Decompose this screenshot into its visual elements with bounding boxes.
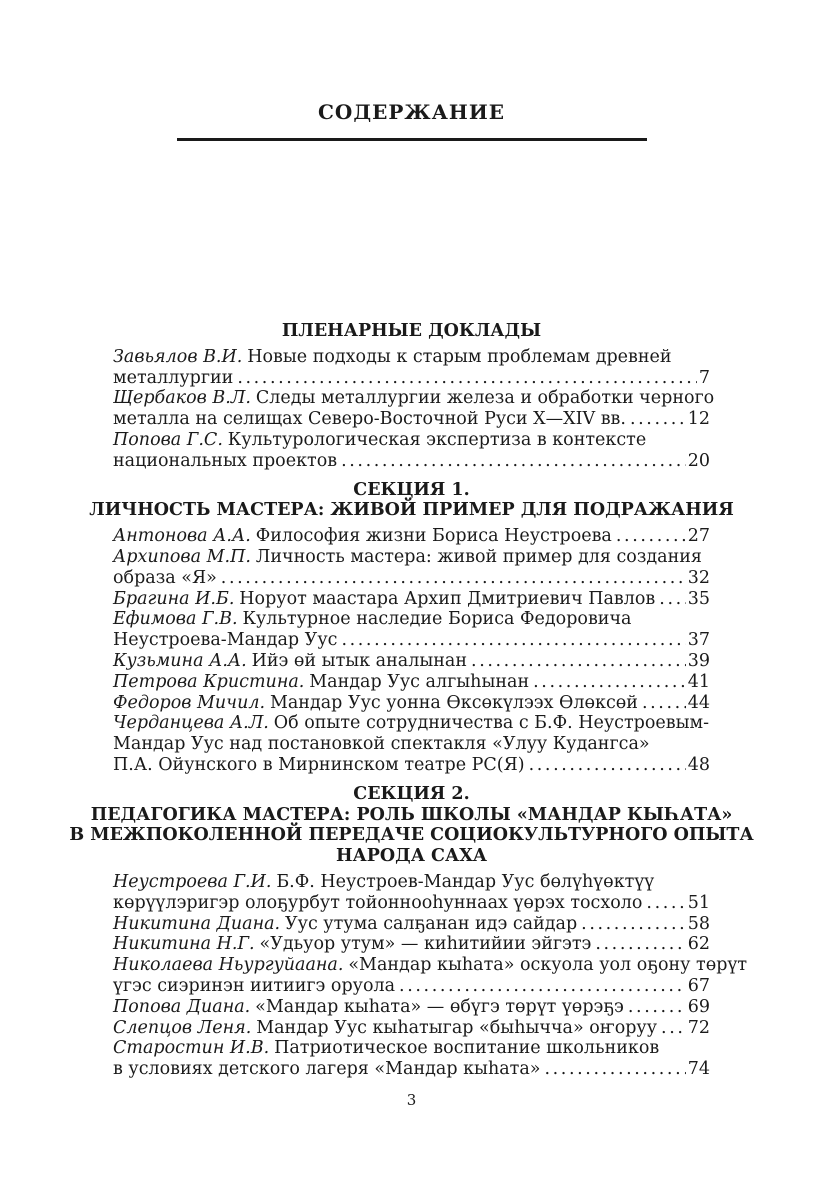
entry-author: Николаева Ньургуйаана. — [113, 955, 344, 976]
entry-page-number: 39 — [687, 650, 710, 671]
leader-dots — [237, 368, 697, 389]
toc-entry-line — [113, 609, 710, 630]
entry-page-number: 12 — [687, 409, 710, 430]
toc-entry-line — [113, 1059, 710, 1080]
section-heading-line: В МЕЖПОКОЛЕННОЙ ПЕРЕДАЧЕ СОЦИОКУЛЬТУРНОГО ОПЫТА — [69, 825, 754, 846]
toc-entry-line — [113, 630, 710, 651]
toc-entry-line — [113, 872, 710, 893]
leader-dots — [341, 451, 686, 472]
entry-title-text: Мандар Уус над постановкой спектакля «Улуу Кудангса» — [113, 734, 650, 755]
entry-title-text: үгэс сиэринэн иитиигэ оруола — [113, 975, 396, 996]
toc-entry-line — [113, 997, 710, 1018]
entry-page-number: 74 — [687, 1059, 710, 1080]
leader-dots — [581, 914, 686, 935]
entry-author: Черданцева А.Л. — [113, 713, 269, 734]
entry-title-text: көрүүлэригэр олоҕурбут тойоннооһуннаах үөрэх тосхоло — [113, 892, 643, 913]
entry-page-number: 69 — [687, 996, 710, 1017]
toc-entry-line — [113, 955, 748, 976]
toc-entry — [113, 955, 748, 997]
toc-entry-line — [113, 893, 710, 914]
toc-entry — [113, 388, 715, 430]
toc-entry-line — [113, 451, 710, 472]
toc-entry-line — [113, 976, 710, 997]
entry-author: Кузьмина А.А. — [113, 650, 247, 671]
entry-author: Никитина Диана. — [113, 913, 281, 934]
toc-entry-line — [113, 651, 710, 672]
entry-title-text: Мандар Уус кыһатыгар «быһычча» оҥоруу — [256, 1017, 658, 1038]
leader-dots — [659, 589, 685, 610]
entry-page-number: 62 — [687, 934, 710, 955]
section-heading — [113, 321, 710, 342]
toc-entry-line — [113, 934, 710, 955]
entry-title-text: «Мандар кыһата» — өбүгэ төрүт үөрэҕэ — [255, 996, 624, 1017]
toc-entry-line — [113, 430, 710, 451]
toc-entry — [113, 672, 710, 693]
folio-page-number: 3 — [406, 1091, 417, 1109]
section-heading-line: ПЕДАГОГИКА МАСТЕРА: РОЛЬ ШКОЛЫ «МАНДАР КЫҺАТА» — [90, 804, 733, 825]
toc-entry-line — [113, 1038, 710, 1059]
toc-entry — [113, 713, 710, 775]
entry-author: Петрова Кристина. — [113, 671, 305, 692]
toc-entry — [113, 934, 710, 955]
toc — [69, 321, 754, 1080]
toc-entry-line — [113, 547, 710, 568]
toc-entry-line — [113, 368, 710, 389]
toc-entry-line — [113, 347, 710, 368]
entry-author: Слепцов Леня. — [113, 1017, 252, 1038]
toc-entry-line — [113, 568, 710, 589]
title-divider-rule — [177, 138, 647, 141]
entry-title-text: Культурное наследие Бориса Федоровича — [242, 609, 632, 630]
section-heading — [69, 783, 754, 867]
toc-entry-line — [113, 1018, 710, 1039]
entry-title-text: Личность мастера: живой пример для создания — [255, 546, 702, 567]
text-column — [69, 0, 754, 1080]
entry-author: Ефимова Г.В. — [113, 609, 238, 630]
toc-entry — [113, 430, 710, 472]
leader-dots — [221, 568, 686, 589]
entry-page-number: 48 — [687, 754, 710, 775]
entry-title-text: «Мандар кыһата» оскуола уол оҕону төрүт — [348, 955, 748, 976]
leader-dots — [661, 1018, 686, 1039]
toc-entry-line — [113, 693, 710, 714]
entry-title-text: национальных проектов — [113, 450, 338, 471]
toc-entry — [113, 589, 710, 610]
toc-entry — [113, 693, 710, 714]
leader-dots — [646, 893, 685, 914]
toc-entry-line — [113, 672, 710, 693]
entry-title-text: образа «Я» — [113, 567, 217, 588]
toc-entry-line — [113, 589, 710, 610]
toc-entry-line — [113, 388, 715, 409]
section-heading-line: ЛИЧНОСТЬ МАСТЕРА: ЖИВОЙ ПРИМЕР ДЛЯ ПОДРАЖАНИЯ — [89, 500, 734, 521]
leader-dots — [544, 1059, 685, 1080]
entry-author: Попова Диана. — [113, 996, 251, 1017]
entry-title-text: Ийэ өй ытык аналынан — [251, 650, 468, 671]
section-heading — [89, 479, 734, 522]
leader-dots — [595, 934, 685, 955]
toc-entry-line — [113, 755, 710, 776]
leader-dots — [529, 755, 686, 776]
toc-entry-line — [113, 409, 710, 430]
entry-page-number: 32 — [687, 567, 710, 588]
toc-entry-line — [113, 734, 710, 755]
toc-entry — [113, 651, 710, 672]
entry-author: Старостин И.В. — [113, 1038, 270, 1059]
entry-page-number: 37 — [687, 630, 710, 651]
entry-title-text: Уус утума салҕанан идэ сайдар — [285, 913, 578, 934]
toc-entry — [113, 914, 710, 935]
entry-author: Брагина И.Б. — [113, 588, 235, 609]
entry-author: Федоров Мичил. — [113, 692, 266, 713]
entry-title-text: Б.Ф. Неустроев-Мандар Уус бөлүһүөктүү — [276, 871, 655, 892]
entry-title-text: Мандар Уус уонна Өксөкүлээх Өлөксөй — [269, 692, 638, 713]
entry-title-text: металла на селищах Северо-Восточной Руси X—XIV вв. — [113, 409, 626, 430]
leader-dots — [642, 693, 686, 714]
entry-author: Щербаков В.Л. — [113, 388, 251, 409]
entry-page-number: 41 — [687, 671, 710, 692]
toc-entry — [113, 1018, 710, 1039]
leader-dots — [628, 997, 686, 1018]
toc-section-section-1 — [89, 479, 734, 776]
toc-entry — [113, 1038, 710, 1080]
entry-title-text: Новые подходы к старым проблемам древней — [247, 346, 672, 367]
entry-author: Антонова А.А. — [113, 526, 251, 547]
entry-title-text: Неустроева-Мандар Уус — [113, 630, 338, 651]
entry-title-text: Следы металлургии железа и обработки черного — [255, 388, 715, 409]
entry-title-text: Философия жизни Бориса Неустроева — [255, 526, 612, 547]
entry-title-text: Норуот маастара Архип Дмитриевич Павлов — [239, 588, 656, 609]
toc-entry-line — [113, 713, 710, 734]
toc-entry — [113, 609, 710, 651]
entry-author: Архипова М.П. — [113, 546, 251, 567]
entry-page-number: 51 — [687, 892, 710, 913]
entry-title-text: металлургии — [113, 367, 234, 388]
entry-page-number: 7 — [698, 367, 710, 388]
entry-title-text: Мандар Уус алгыһынан — [309, 671, 530, 692]
entry-page-number: 35 — [687, 588, 710, 609]
entry-title-text: «Удьуор утум» — киһитийии эйгэтэ — [259, 934, 592, 955]
entry-title-text: Патриотическое воспитание школьников — [274, 1038, 660, 1059]
entry-page-number: 67 — [687, 975, 710, 996]
entry-author: Неустроева Г.И. — [113, 871, 272, 892]
toc-section-plenary — [113, 321, 715, 472]
leader-dots — [341, 630, 685, 651]
toc-entry — [113, 547, 710, 589]
entry-title-text: в условиях детского лагеря «Мандар кыһата» — [113, 1059, 541, 1080]
entry-page-number: 58 — [687, 913, 710, 934]
page-title: СОДЕРЖАНИЕ — [318, 100, 505, 124]
toc-entry — [113, 347, 710, 389]
entry-title-text: П.А. Ойунского в Мирнинском театре РС(Я) — [113, 754, 525, 775]
toc-entry-line — [113, 914, 710, 935]
section-heading-line: ПЛЕНАРНЫЕ ДОКЛАДЫ — [281, 321, 542, 341]
toc-entry — [113, 526, 710, 547]
entry-page-number: 27 — [687, 526, 710, 547]
section-heading-line: СЕКЦИЯ 1. — [353, 479, 470, 500]
entry-author: Никитина Н.Г. — [113, 934, 255, 955]
entry-page-number: 44 — [687, 692, 710, 713]
entry-title-text: Культурологическая экспертиза в контексте — [227, 429, 647, 450]
leader-dots — [471, 651, 686, 672]
toc-section-section-2 — [69, 783, 754, 1080]
entry-page-number: 72 — [687, 1017, 710, 1038]
leader-dots — [630, 409, 686, 430]
toc-entry-line — [113, 526, 710, 547]
entry-author: Завьялов В.И. — [113, 346, 243, 367]
entry-page-number: 20 — [687, 450, 710, 471]
section-heading-line: НАРОДА САХА — [335, 846, 488, 867]
toc-entry — [113, 872, 710, 914]
section-heading-line: СЕКЦИЯ 2. — [353, 783, 470, 804]
leader-dots — [399, 976, 686, 997]
leader-dots — [533, 672, 686, 693]
entry-title-text: Об опыте сотрудничества с Б.Ф. Неустроевым- — [273, 713, 710, 734]
toc-entry — [113, 997, 710, 1018]
entry-author: Попова Г.С. — [113, 429, 223, 450]
leader-dots — [616, 526, 686, 547]
